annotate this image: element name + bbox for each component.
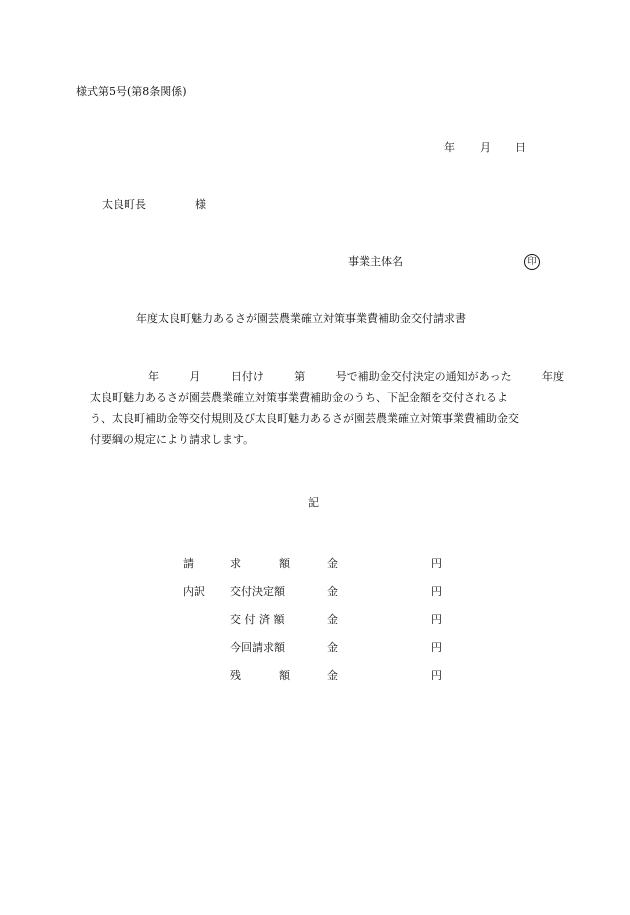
body-paragraph (90, 366, 564, 450)
applicant-label: 事業主体名 (348, 255, 403, 268)
body-line-2: 太良町魅力あるさが園芸農業確立対策事業費補助金のうち、下記金額を交付されるよ (90, 391, 508, 404)
breakdown-label: 内訳 (183, 585, 205, 598)
decision-label: 交付決定額 (230, 585, 285, 598)
body-line-3: う、太良町補助金等交付規則及び太良町魅力あるさが園芸農業確立対策事業費補助金交 (90, 412, 519, 425)
request-char-1: 請 (183, 557, 194, 570)
seal-mark: 印 (524, 254, 540, 270)
current-label: 今回請求額 (230, 641, 285, 654)
addressee-honorific: 様 (195, 198, 206, 211)
current-yen: 円 (431, 641, 442, 654)
date-month: 月 (480, 141, 491, 154)
request-kin: 金 (327, 557, 338, 570)
current-kin: 金 (327, 641, 338, 654)
decision-yen: 円 (431, 585, 442, 598)
decision-kin: 金 (327, 585, 338, 598)
remaining-yen: 円 (431, 669, 442, 682)
remaining-char-2: 額 (279, 669, 290, 682)
paid-yen: 円 (431, 613, 442, 626)
document-title: 年度太良町魅力あるさが園芸農業確立対策事業費補助金交付請求書 (136, 312, 466, 325)
request-char-2: 求 (230, 557, 241, 570)
request-yen: 円 (431, 557, 442, 570)
paid-kin: 金 (327, 613, 338, 626)
date-day: 日 (515, 141, 526, 154)
remaining-kin: 金 (327, 669, 338, 682)
body-line-1: 年 月 日付け 第 号で補助金交付決定の通知があった 年度 (148, 370, 564, 383)
addressee-name: 太良町長 (102, 198, 146, 211)
form-number: 様式第5号(第8条関係) (76, 85, 187, 98)
request-char-3: 額 (279, 557, 290, 570)
date-year: 年 (444, 141, 455, 154)
paid-label: 交 付 済 額 (230, 613, 285, 626)
remaining-char-1: 残 (230, 669, 241, 682)
ki-heading: 記 (308, 496, 319, 509)
body-line-4: 付要綱の規定により請求します。 (90, 433, 255, 446)
